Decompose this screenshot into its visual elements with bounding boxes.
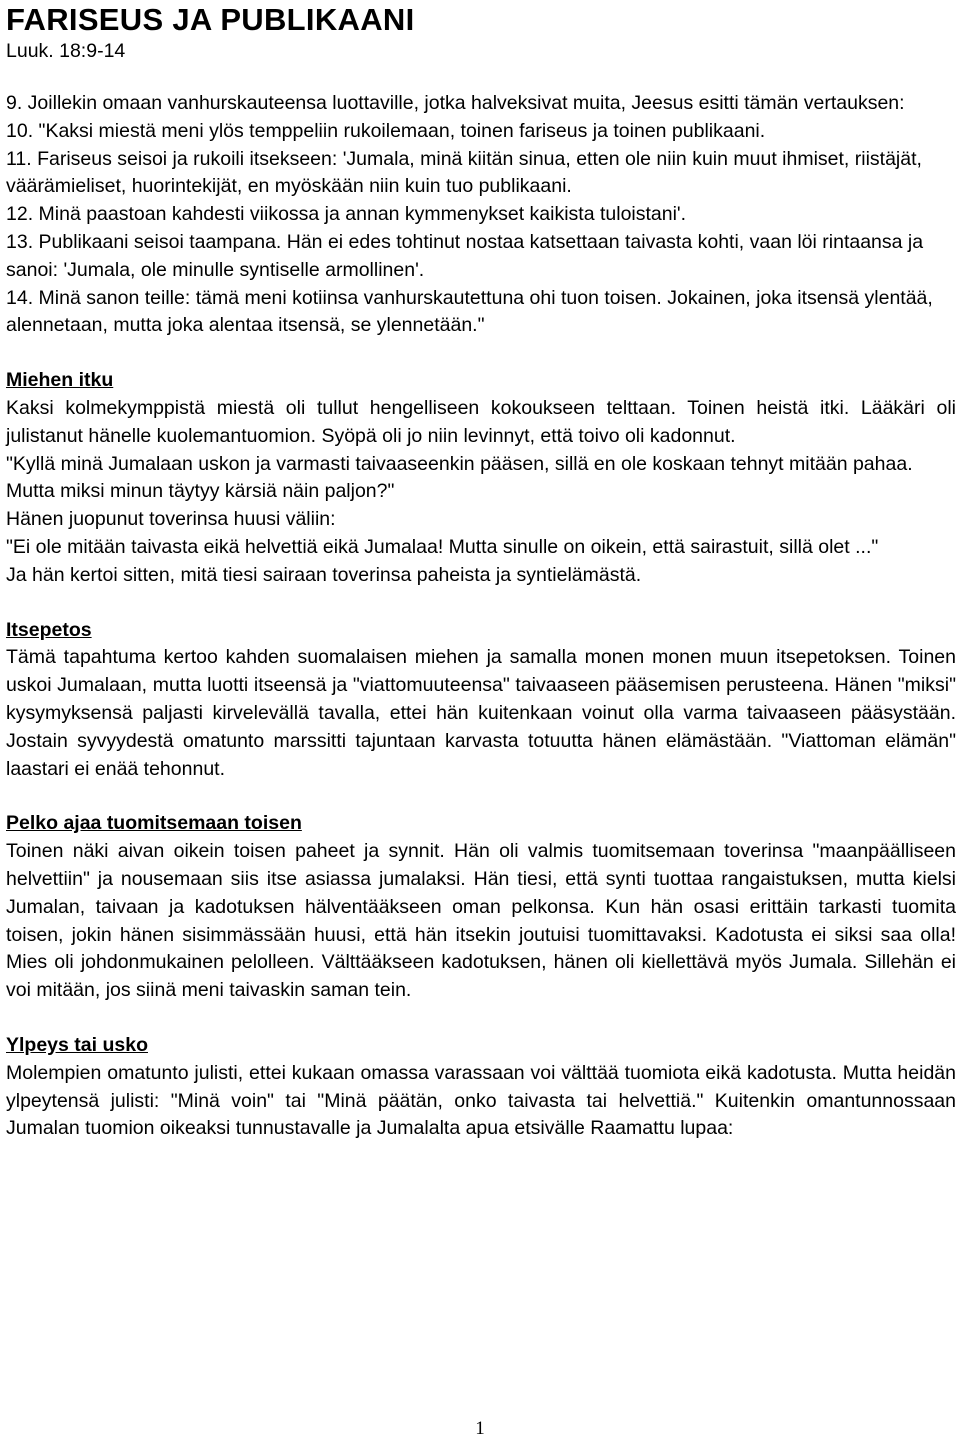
section-miehen-itku — [6, 367, 956, 589]
section-heading: Ylpeys tai usko — [6, 1033, 148, 1056]
verse: 12. Minä paastoan kahdesti viikossa ja annan kymmenykset kaikista tuloistani'. — [6, 203, 687, 226]
section-ylpeys-tai-usko — [6, 1032, 956, 1143]
paragraph: Ja hän kertoi sitten, mitä tiesi sairaan toverinsa paheista ja syntielämästä. — [6, 563, 642, 586]
paragraph: "Kyllä minä Jumalaan uskon ja varmasti taivaaseenkin pääsen, sillä en ole koskaan tehnyt mitään pahaa. Mutta miksi minun täytyy kärsiä näin paljon?" — [6, 452, 913, 503]
paragraph: Kaksi kolmekymppistä miestä oli tullut hengelliseen kokoukseen telttaan. Toinen heistä itki. Lääkäri oli julistanut hänelle kuolemantuomion. Syöpä oli jo niin levinnyt, että toivo oli kadonnut. — [6, 396, 956, 447]
section-heading: Miehen itku — [6, 369, 114, 392]
section-heading: Pelko ajaa tuomitsemaan toisen — [6, 812, 302, 835]
verse: 9. Joillekin omaan vanhurskauteensa luottaville, jotka halveksivat muita, Jeesus esitti tämän vertauksen: — [6, 92, 905, 114]
paragraph: Tämä tapahtuma kertoo kahden suomalaisen miehen ja samalla monen monen muun itsepetoksen. Toinen uskoi Jumalaan, mutta luotti itseensä ja "viattomuuteensa" taivaaseen pääsemisen perusteena. Hänen "miksi" kysymyksensä paljasti kirvelevällä tavalla, ettei hän kuitenkaan voinut olla varma taivaaseen pääsystään. Jostain syvyydestä omatunto marssitti tajuntaan karvasta totuutta hänen elämästään. "Viattoman elämän" laastari ei enää tehonnut. — [6, 646, 956, 780]
page-number: 1 — [475, 1418, 485, 1439]
section-heading: Itsepetos — [6, 618, 92, 641]
paragraph: "Ei ole mitään taivasta eikä helvettiä eikä Jumalaa! Mutta sinulle on oikein, että sairastuit, sillä olet ..." — [6, 535, 879, 558]
scripture-reference: Luuk. 18:9-14 — [6, 40, 126, 62]
paragraph: Toinen näki aivan oikein toisen paheet ja synnit. Hän oli valmis tuomitsemaan toverinsa "maanpäälliseen helvettiin" ja nousemaan siis itse asiassa jumalaksi. Hän tiesi, että synti tuottaa rangaistuksen, mutta kielsi Jumalan, taivaan ja kadotuksen hälventääkseen oman pelkonsa. Kun hän osasi erittäin tarkasti tuomita toisen, jokin hänen sisimmässään huusi, että hän itsekin joutuisi tuomittavaksi. Kadotusta ei siksi saa olla! Mies oli johdonmukainen pelolleen. Välttääkseen kadotuksen, hänen oli kiellettävä myös Jumala. Sillehän ei voi mitään, jos siinä meni taivaskin saman tein. — [6, 840, 956, 1002]
section-itsepetos — [6, 617, 956, 784]
verse: 13. Publikaani seisoi taampana. Hän ei edes tohtinut nostaa katsettaan taivasta kohti, vaan löi rintaansa ja sanoi: 'Jumala, ole minulle syntiselle armollinen'. — [6, 230, 924, 281]
verse: 11. Fariseus seisoi ja rukoili itsekseen: 'Jumala, minä kiitän sinua, etten ole niin kuin muut ihmiset, riistäjät, väärämieliset, huorintekijät, en myöskään niin kuin tuo publikaani. — [6, 147, 922, 198]
paragraph: Hänen juopunut toverinsa huusi väliin: — [6, 508, 336, 531]
paragraph: Molempien omatunto julisti, ettei kukaan omassa varassaan voi välttää tuomiota eikä kadotusta. Mutta heidän ylpeytensä julisti: "Minä voin" tai "Minä päätän, onko taivasta tai helvettiä." Kuitenkin omantunnossaan Jumalan tuomion oikeaksi tunnustavalle ja Jumalalta apua etsivälle Raamattu lupaa: — [6, 1061, 956, 1140]
verse: 14. Minä sanon teille: tämä meni kotiinsa vanhurskautettuna ohi tuon toisen. Jokainen, joka itsensä ylentää, alennetaan, mutta joka alentaa itsensä, se ylennetään." — [6, 286, 933, 337]
scripture-passage — [6, 90, 956, 340]
section-pelko — [6, 810, 956, 1005]
verse: 10. "Kaksi miestä meni ylös temppeliin rukoilemaan, toinen fariseus ja toinen publikaani. — [6, 119, 766, 142]
document-page — [6, 0, 956, 1143]
document-title: FARISEUS JA PUBLIKAANI — [6, 2, 415, 37]
